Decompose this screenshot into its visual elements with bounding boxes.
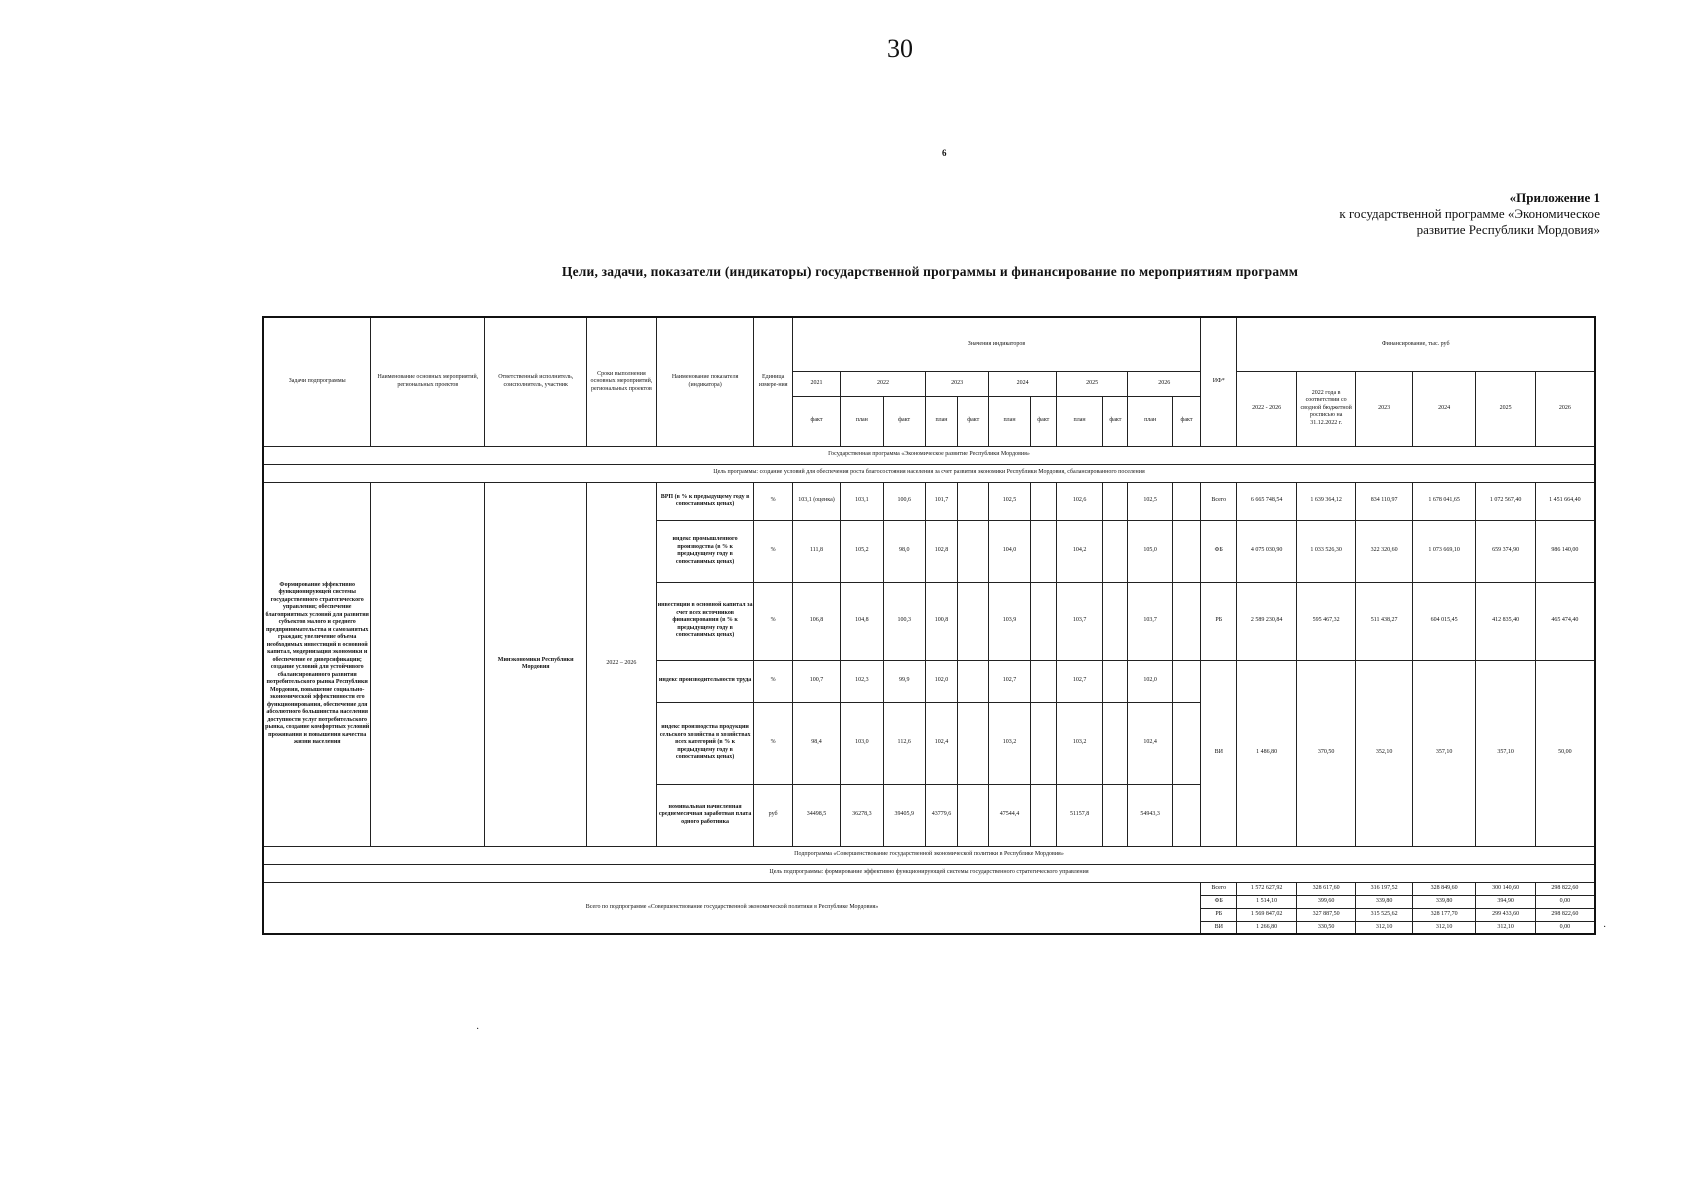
value-cell xyxy=(1030,702,1056,784)
value-cell xyxy=(1030,660,1056,702)
value-cell: 105,0 xyxy=(1128,520,1172,582)
fin-cell: 370,50 xyxy=(1296,660,1355,846)
value-cell: 104,8 xyxy=(841,582,883,660)
source-cell: РБ xyxy=(1201,908,1237,921)
activities-cell xyxy=(371,482,485,846)
fin-cell: 328 177,70 xyxy=(1412,908,1476,921)
fin-cell: 659 374,90 xyxy=(1476,520,1535,582)
indicator-name: индекс производительности труда xyxy=(656,660,754,702)
header-plan: план xyxy=(841,396,883,446)
value-cell: 51157,8 xyxy=(1056,784,1102,846)
header-fin-2026: 2026 xyxy=(1535,371,1595,446)
value-cell: 102,4 xyxy=(1128,702,1172,784)
value-cell: 100,7 xyxy=(792,660,840,702)
fin-cell: 412 835,40 xyxy=(1476,582,1535,660)
page-number: 30 xyxy=(887,34,913,63)
scan-speck: · xyxy=(1603,922,1607,933)
fin-cell: 1 639 364,12 xyxy=(1296,482,1355,520)
value-cell: 99,9 xyxy=(883,660,925,702)
subprogram-goal-row: Цель подпрограммы: формирование эффективно функционирующей системы государственного стратегического управления xyxy=(263,864,1595,882)
header-fact: факт xyxy=(883,396,925,446)
value-cell: 104,0 xyxy=(989,520,1030,582)
fin-cell: 511 438,27 xyxy=(1356,582,1412,660)
fin-cell: 50,00 xyxy=(1535,660,1595,846)
header-responsible: Ответственный исполнитель, соисполнитель, участник xyxy=(485,317,587,446)
fin-cell: 298 822,60 xyxy=(1535,882,1595,895)
value-cell: 106,8 xyxy=(792,582,840,660)
indicator-unit: % xyxy=(754,482,792,520)
sub-page-number: 6 xyxy=(942,148,947,158)
indicator-unit: % xyxy=(754,702,792,784)
value-cell xyxy=(1172,784,1200,846)
fin-cell: 834 110,97 xyxy=(1356,482,1412,520)
value-cell xyxy=(1103,482,1128,520)
value-cell: 100,3 xyxy=(883,582,925,660)
value-cell: 34498,5 xyxy=(792,784,840,846)
indicator-name: индекс промышленного производства (в % к предыдущему году в сопоставимых ценах) xyxy=(656,520,754,582)
header-activities: Наименование основных мероприятий, региональных проектов xyxy=(371,317,485,446)
value-cell: 103,7 xyxy=(1056,582,1102,660)
fin-cell: 312,10 xyxy=(1476,921,1535,934)
value-cell xyxy=(1172,702,1200,784)
value-cell: 101,7 xyxy=(925,482,957,520)
header-year-2026: 2026 xyxy=(1128,371,1201,396)
value-cell: 36278,3 xyxy=(841,784,883,846)
fin-cell: 2 589 230,84 xyxy=(1237,582,1296,660)
program-table-container xyxy=(262,316,1596,935)
value-cell xyxy=(958,660,989,702)
value-cell: 103,2 xyxy=(1056,702,1102,784)
source-cell: Всего xyxy=(1201,482,1237,520)
header-plan: план xyxy=(925,396,957,446)
indicator-unit: руб xyxy=(754,784,792,846)
value-cell xyxy=(1172,520,1200,582)
program-row: Государственная программа «Экономическое развитие Республики Мордовия» xyxy=(263,446,1595,464)
fin-cell: 327 887,50 xyxy=(1296,908,1355,921)
value-cell: 111,8 xyxy=(792,520,840,582)
fin-cell: 595 467,32 xyxy=(1296,582,1355,660)
appendix-line-3: развитие Республики Мордовия» xyxy=(1416,222,1600,237)
fin-cell: 1 678 041,65 xyxy=(1412,482,1476,520)
fin-cell: 315 525,62 xyxy=(1356,908,1412,921)
header-indicator-values: Значения индикаторов xyxy=(792,317,1200,371)
value-cell: 102,0 xyxy=(1128,660,1172,702)
source-cell: Всего xyxy=(1201,882,1237,895)
indicator-unit: % xyxy=(754,660,792,702)
header-source: ИФ* xyxy=(1201,317,1237,446)
source-cell: ВИ xyxy=(1201,921,1237,934)
value-cell xyxy=(1103,582,1128,660)
fin-cell: 1 073 669,10 xyxy=(1412,520,1476,582)
fin-cell: 352,10 xyxy=(1356,660,1412,846)
header-plan: план xyxy=(1056,396,1102,446)
fin-cell: 0,00 xyxy=(1535,895,1595,908)
appendix-title: «Приложение 1 xyxy=(1509,190,1600,205)
value-cell: 103,2 xyxy=(989,702,1030,784)
value-cell xyxy=(1030,582,1056,660)
fin-cell: 394,90 xyxy=(1476,895,1535,908)
scan-speck: · xyxy=(476,1024,480,1035)
terms-cell: 2022 – 2026 xyxy=(587,482,657,846)
header-year-2022: 2022 xyxy=(841,371,926,396)
value-cell: 103,9 xyxy=(989,582,1030,660)
appendix-header xyxy=(1339,190,1600,238)
value-cell: 100,6 xyxy=(883,482,925,520)
value-cell xyxy=(1030,784,1056,846)
value-cell: 43779,6 xyxy=(925,784,957,846)
value-cell: 103,0 xyxy=(841,702,883,784)
fin-cell: 1 266,80 xyxy=(1237,921,1296,934)
header-year-2023: 2023 xyxy=(925,371,989,396)
header-fin-2022: 2022 года в соответствии со сводной бюджетной росписью на 31.12.2022 г. xyxy=(1296,371,1355,446)
value-cell: 105,2 xyxy=(841,520,883,582)
fin-cell: 357,10 xyxy=(1412,660,1476,846)
value-cell: 39405,9 xyxy=(883,784,925,846)
indicator-unit: % xyxy=(754,520,792,582)
header-tasks: Задачи подпрограммы xyxy=(263,317,371,446)
responsible-cell: Минэкономики Республики Мордовия xyxy=(485,482,587,846)
fin-cell: 298 822,60 xyxy=(1535,908,1595,921)
fin-cell: 328 617,60 xyxy=(1296,882,1355,895)
fin-cell: 299 433,60 xyxy=(1476,908,1535,921)
value-cell: 103,1 (оценка) xyxy=(792,482,840,520)
header-fin-total: 2022 - 2026 xyxy=(1237,371,1296,446)
indicator-name: индекс производства продукции сельского хозяйства в хозяйствах всех категорий (в % к предыдущему году в сопоставимых ценах) xyxy=(656,702,754,784)
header-fact: факт xyxy=(1030,396,1056,446)
header-fact: факт xyxy=(1103,396,1128,446)
header-year-2024: 2024 xyxy=(989,371,1057,396)
source-cell: ВИ xyxy=(1201,660,1237,846)
indicator-name: номинальная начисленная среднемесячная заработная плата одного работника xyxy=(656,784,754,846)
fin-cell: 986 140,00 xyxy=(1535,520,1595,582)
value-cell: 112,6 xyxy=(883,702,925,784)
value-cell xyxy=(958,784,989,846)
fin-cell: 1 033 526,30 xyxy=(1296,520,1355,582)
subprogram-row: Подпрограмма «Совершенствование государственной экономической политики в Республике Мордовия» xyxy=(263,846,1595,864)
header-indicator-name: Наименование показателя (индикатора) xyxy=(656,317,754,446)
fin-cell: 0,00 xyxy=(1535,921,1595,934)
value-cell xyxy=(958,520,989,582)
program-goal-row: Цель программы: создание условий для обеспечения роста благосостояния населения за счет развития экономики Республики Мордовия, сбалансированного поселения xyxy=(263,464,1595,482)
value-cell xyxy=(1172,660,1200,702)
value-cell: 47544,4 xyxy=(989,784,1030,846)
value-cell xyxy=(1103,660,1128,702)
fin-cell: 328 849,60 xyxy=(1412,882,1476,895)
fin-cell: 322 320,60 xyxy=(1356,520,1412,582)
header-plan: план xyxy=(989,396,1030,446)
value-cell: 102,4 xyxy=(925,702,957,784)
fin-cell: 357,10 xyxy=(1476,660,1535,846)
indicator-name: инвестиции в основной капитал за счет всех источников финансирования (в % к предыдущему году в сопоставимых ценах) xyxy=(656,582,754,660)
source-cell: ФБ xyxy=(1201,520,1237,582)
appendix-line-2: к государственной программе «Экономическое xyxy=(1339,206,1600,221)
subprogram-total-label: Всего по подпрограмме «Совершенствование государственной экономической политики в Республике Мордовия» xyxy=(263,882,1201,934)
header-fin-2023: 2023 xyxy=(1356,371,1412,446)
value-cell: 98,0 xyxy=(883,520,925,582)
header-fin-2024: 2024 xyxy=(1412,371,1476,446)
value-cell: 102,5 xyxy=(989,482,1030,520)
header-year-2021: 2021 xyxy=(792,371,840,396)
header-financing: Финансирование, тыс. руб xyxy=(1237,317,1595,371)
fin-cell: 339,80 xyxy=(1412,895,1476,908)
fin-cell: 312,10 xyxy=(1412,921,1476,934)
fin-cell: 1 569 847,02 xyxy=(1237,908,1296,921)
value-cell xyxy=(1103,520,1128,582)
fin-cell: 330,50 xyxy=(1296,921,1355,934)
value-cell: 103,1 xyxy=(841,482,883,520)
value-cell: 102,7 xyxy=(1056,660,1102,702)
value-cell xyxy=(958,582,989,660)
value-cell: 104,2 xyxy=(1056,520,1102,582)
task-description: Формирование эффективно функционирующей системы государственного стратегического управления; обеспечение благоприятных условий для развития субъектов малого и среднего предпринимательства и самозанятых граждан; увеличение объема необходимых инвестиций в основной капитал, модернизация экономики и обеспечение ее диверсификации; создание условий для устойчивого сбалансированного развития потребительского рынка Республики Мордовия, повышение социально-экономической эффективности его функционирования, обеспечение для абсолютного большинства населения доступности услуг потребительского рынка, создание комфортных условий проживания и повышения качества жизни населения xyxy=(263,482,371,846)
value-cell: 54943,3 xyxy=(1128,784,1172,846)
value-cell xyxy=(958,482,989,520)
header-unit: Единица измере-ния xyxy=(754,317,792,446)
value-cell xyxy=(1103,784,1128,846)
value-cell: 102,5 xyxy=(1128,482,1172,520)
header-year-2025: 2025 xyxy=(1056,371,1128,396)
value-cell xyxy=(1030,520,1056,582)
value-cell: 102,6 xyxy=(1056,482,1102,520)
fin-cell: 1 072 567,40 xyxy=(1476,482,1535,520)
header-fin-2025: 2025 xyxy=(1476,371,1535,446)
value-cell: 102,7 xyxy=(989,660,1030,702)
fin-cell: 1 514,10 xyxy=(1237,895,1296,908)
fin-cell: 300 140,60 xyxy=(1476,882,1535,895)
value-cell xyxy=(1172,582,1200,660)
value-cell xyxy=(1103,702,1128,784)
fin-cell: 604 015,45 xyxy=(1412,582,1476,660)
source-cell: ФБ xyxy=(1201,895,1237,908)
program-table xyxy=(262,316,1596,935)
fin-cell: 1 451 664,40 xyxy=(1535,482,1595,520)
header-terms: Сроки выполнения основных мероприятий, региональных проектов xyxy=(587,317,657,446)
value-cell xyxy=(1172,482,1200,520)
value-cell: 98,4 xyxy=(792,702,840,784)
value-cell: 102,0 xyxy=(925,660,957,702)
fin-cell: 465 474,40 xyxy=(1535,582,1595,660)
value-cell: 102,8 xyxy=(925,520,957,582)
fin-cell: 399,60 xyxy=(1296,895,1355,908)
header-fact: факт xyxy=(1172,396,1200,446)
value-cell xyxy=(958,702,989,784)
header-plan: план xyxy=(1128,396,1172,446)
value-cell xyxy=(1030,482,1056,520)
header-fact: факт xyxy=(792,396,840,446)
header-fact: факт xyxy=(958,396,989,446)
indicator-unit: % xyxy=(754,582,792,660)
fin-cell: 4 075 030,90 xyxy=(1237,520,1296,582)
fin-cell: 1 486,80 xyxy=(1237,660,1296,846)
fin-cell: 339,80 xyxy=(1356,895,1412,908)
fin-cell: 6 665 748,54 xyxy=(1237,482,1296,520)
document-title: Цели, задачи, показатели (индикаторы) государственной программы и финансирование по мероприятиям программ xyxy=(561,264,1299,279)
source-cell: РБ xyxy=(1201,582,1237,660)
fin-cell: 1 572 627,92 xyxy=(1237,882,1296,895)
value-cell: 103,7 xyxy=(1128,582,1172,660)
fin-cell: 316 197,52 xyxy=(1356,882,1412,895)
indicator-name: ВРП (в % к предыдущему году в сопоставимых ценах) xyxy=(656,482,754,520)
value-cell: 100,8 xyxy=(925,582,957,660)
fin-cell: 312,10 xyxy=(1356,921,1412,934)
value-cell: 102,3 xyxy=(841,660,883,702)
